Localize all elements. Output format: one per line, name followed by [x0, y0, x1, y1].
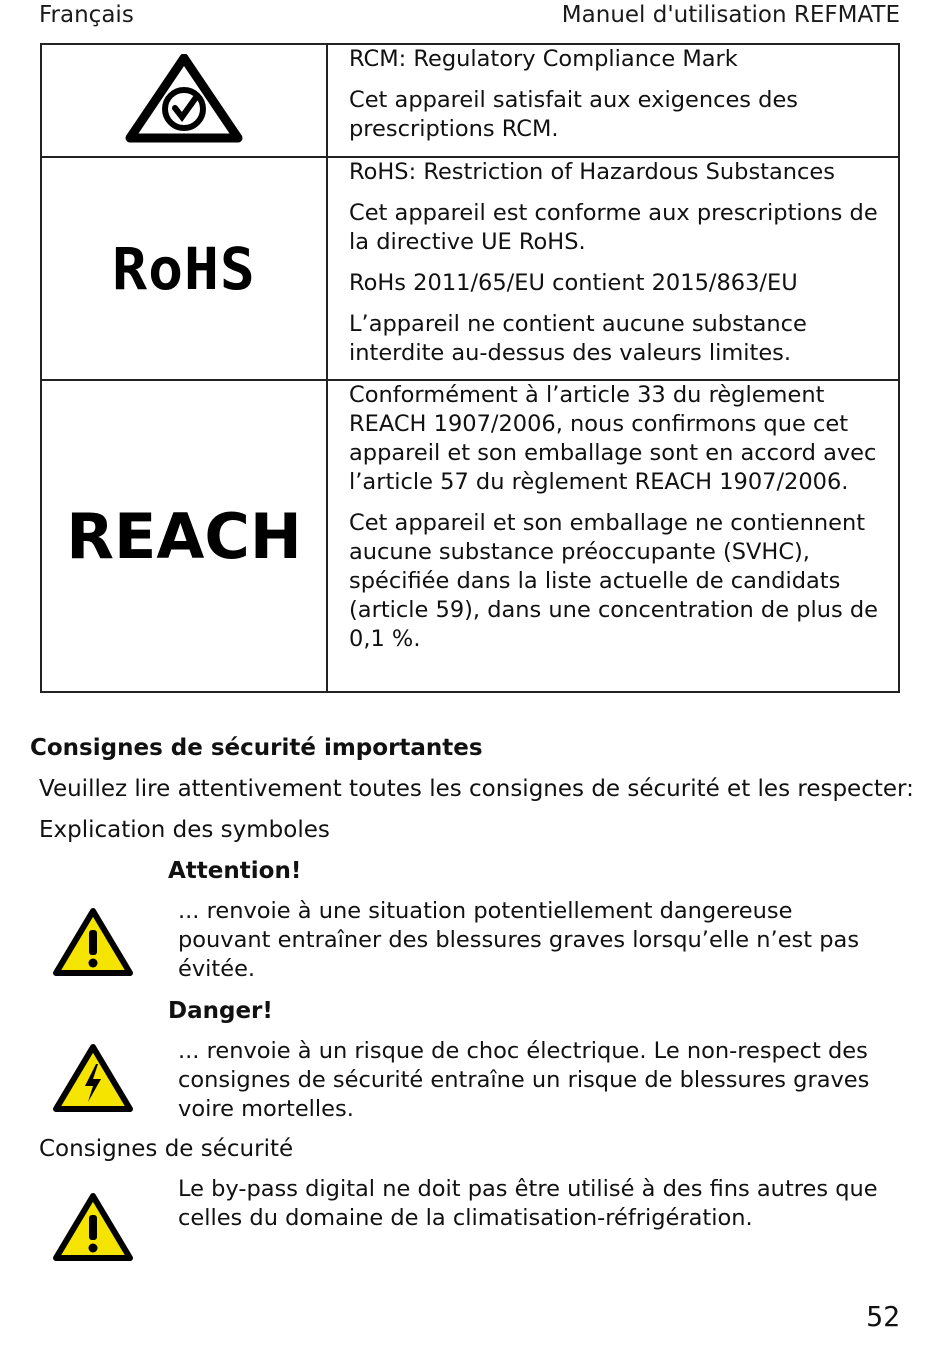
attention-label: Attention! — [168, 858, 302, 884]
reach-paragraph-2: Cet appareil et son emballage ne contiennent aucune substance préoccupante (SVHC), spécifiée dans la liste actuelle de candidats (article 59), dans une concentration de plus de 0,1 %. — [349, 510, 878, 652]
table-row-reach — [41, 380, 899, 692]
rcm-logo-cell — [41, 44, 327, 157]
danger-label: Danger! — [168, 998, 273, 1024]
attention-text: ... renvoie à une situation potentiellement dangereuse pouvant entraîner des blessures graves lorsqu’elle n’est pas évitée. — [178, 898, 860, 982]
compliance-table — [40, 43, 900, 693]
table-row-rcm — [41, 44, 899, 157]
safety-section-title: Consignes de sécurité importantes — [30, 735, 483, 761]
reach-paragraph-1: Conformément à l’article 33 du règlement REACH 1907/2006, nous confirmons que cet appareil et son emballage sont en accord avec l’article 57 du règlement REACH 1907/2006. — [349, 382, 877, 495]
warning-triangle-icon — [52, 906, 134, 978]
rohs-title: RoHS: Restriction of Hazardous Substances — [349, 159, 835, 185]
header-language: Français — [39, 2, 134, 28]
page-number: 52 — [866, 1300, 900, 1333]
instructions-heading: Consignes de sécurité — [39, 1136, 294, 1162]
instruction-1-text: Le by-pass digital ne doit pas être utilisé à des fins autres que celles du domaine de la climatisation-réfrigération. — [178, 1176, 878, 1231]
rcm-mark-icon — [124, 54, 244, 144]
rcm-text-cell — [327, 44, 899, 157]
warning-triangle-icon — [52, 1191, 134, 1263]
reach-logo: REACH — [66, 499, 302, 573]
reach-text-cell — [327, 380, 899, 692]
reach-logo-cell — [41, 380, 327, 692]
danger-text: ... renvoie à un risque de choc électrique. Le non-respect des consignes de sécurité entraîne un risque de blessures graves voire mortelles. — [178, 1038, 870, 1122]
rcm-text: Cet appareil satisfait aux exigences des prescriptions RCM. — [349, 87, 799, 142]
header-manual-title: Manuel d'utilisation REFMATE — [561, 2, 900, 28]
rcm-title: RCM: Regulatory Compliance Mark — [349, 46, 738, 72]
electric-shock-icon — [52, 1042, 134, 1114]
rohs-logo-cell — [41, 157, 327, 380]
table-row-rohs — [41, 157, 899, 380]
rohs-logo: RoHS — [112, 234, 256, 303]
rohs-paragraph-3: L’appareil ne contient aucune substance interdite au-dessus des valeurs limites. — [349, 311, 807, 366]
rohs-text-cell — [327, 157, 899, 380]
rohs-paragraph-2: RoHs 2011/65/EU contient 2015/863/EU — [349, 270, 798, 296]
symbols-heading: Explication des symboles — [39, 817, 330, 843]
rohs-paragraph-1: Cet appareil est conforme aux prescriptions de la directive UE RoHS. — [349, 200, 878, 255]
safety-intro: Veuillez lire attentivement toutes les consignes de sécurité et les respecter: — [39, 776, 914, 802]
